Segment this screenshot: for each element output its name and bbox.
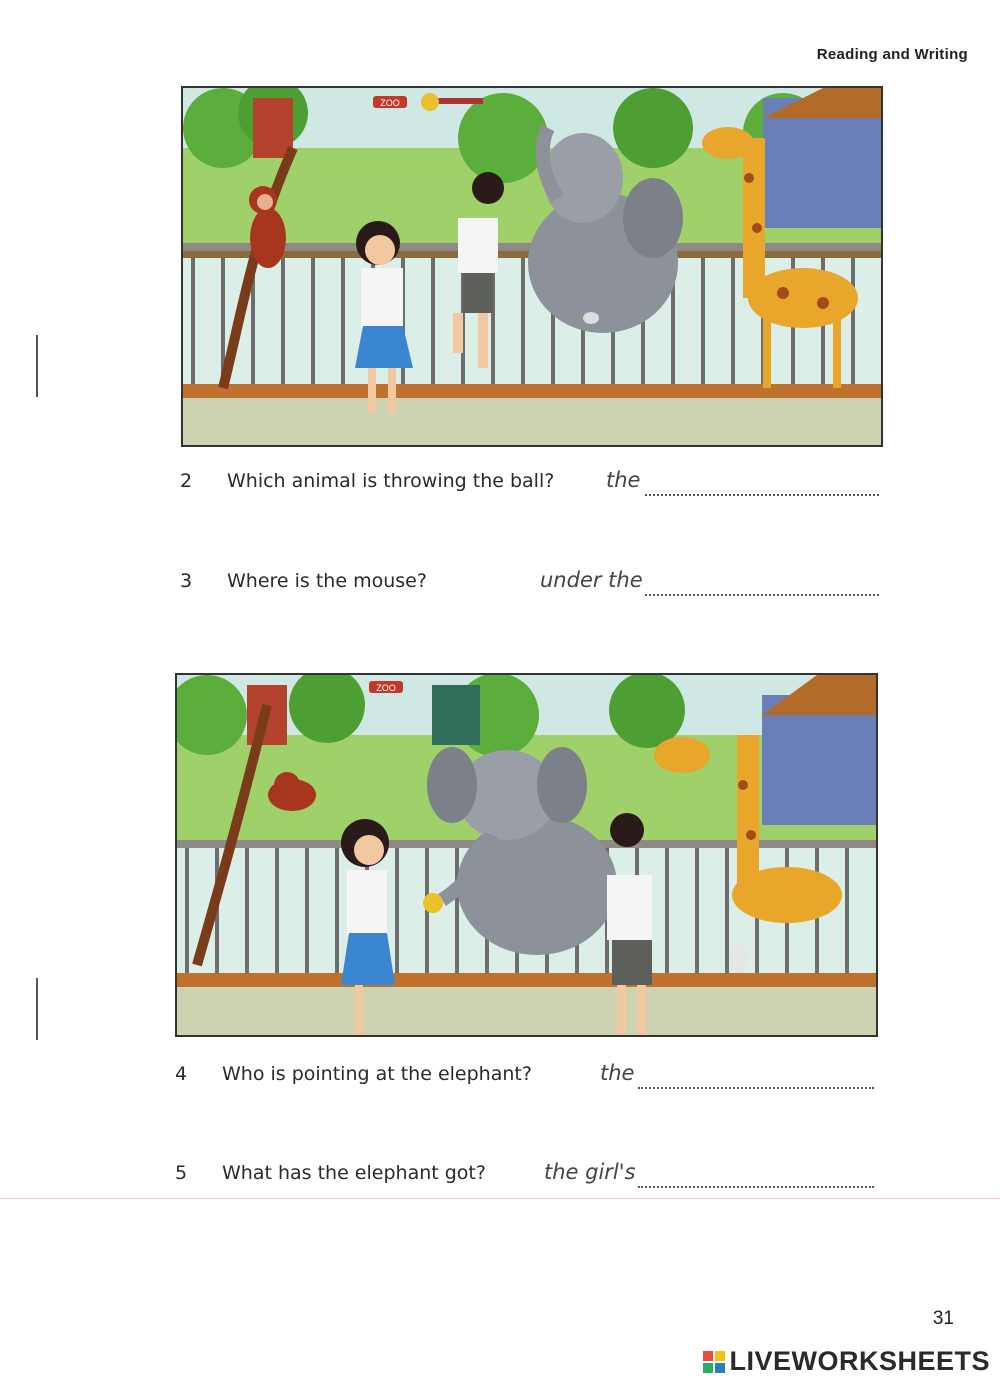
brand-logo[interactable] [703,1346,990,1377]
zoo-sign-text: ZOO [380,98,400,108]
logo-grid-icon [703,1351,725,1373]
question-number: 5 [175,1162,188,1184]
question-number: 3 [180,570,193,592]
mouse [730,943,748,971]
answer-blank[interactable] [638,1186,874,1188]
mouse [583,312,599,324]
brand-text: LIVEWORKSHEETS [729,1346,990,1376]
question-number: 2 [180,470,193,492]
answer-blank[interactable] [645,494,879,496]
page-header-title: Reading and Writing [816,46,968,63]
question-text: What has the elephant got? [222,1162,486,1184]
question-text: Who is pointing at the elephant? [222,1063,532,1085]
answer-prefix: the girl's [544,1160,636,1184]
page-number: 31 [932,1308,954,1329]
margin-mark [36,978,38,1040]
answer-prefix: under the [540,568,643,592]
answer-blank[interactable] [638,1087,874,1089]
zoo-scene-1 [181,86,883,447]
page-edge-line [0,1198,1000,1199]
zoo-sign-text: ZOO [376,683,396,693]
answer-blank[interactable] [645,594,879,596]
answer-prefix: the [600,1061,635,1085]
margin-mark [36,335,38,397]
zoo-scene-2 [175,673,878,1037]
question-text: Where is the mouse? [227,570,427,592]
question-text: Which animal is throwing the ball? [227,470,555,492]
question-number: 4 [175,1063,188,1085]
ball [423,893,443,913]
answer-prefix: the [606,468,641,492]
ball [421,93,439,111]
